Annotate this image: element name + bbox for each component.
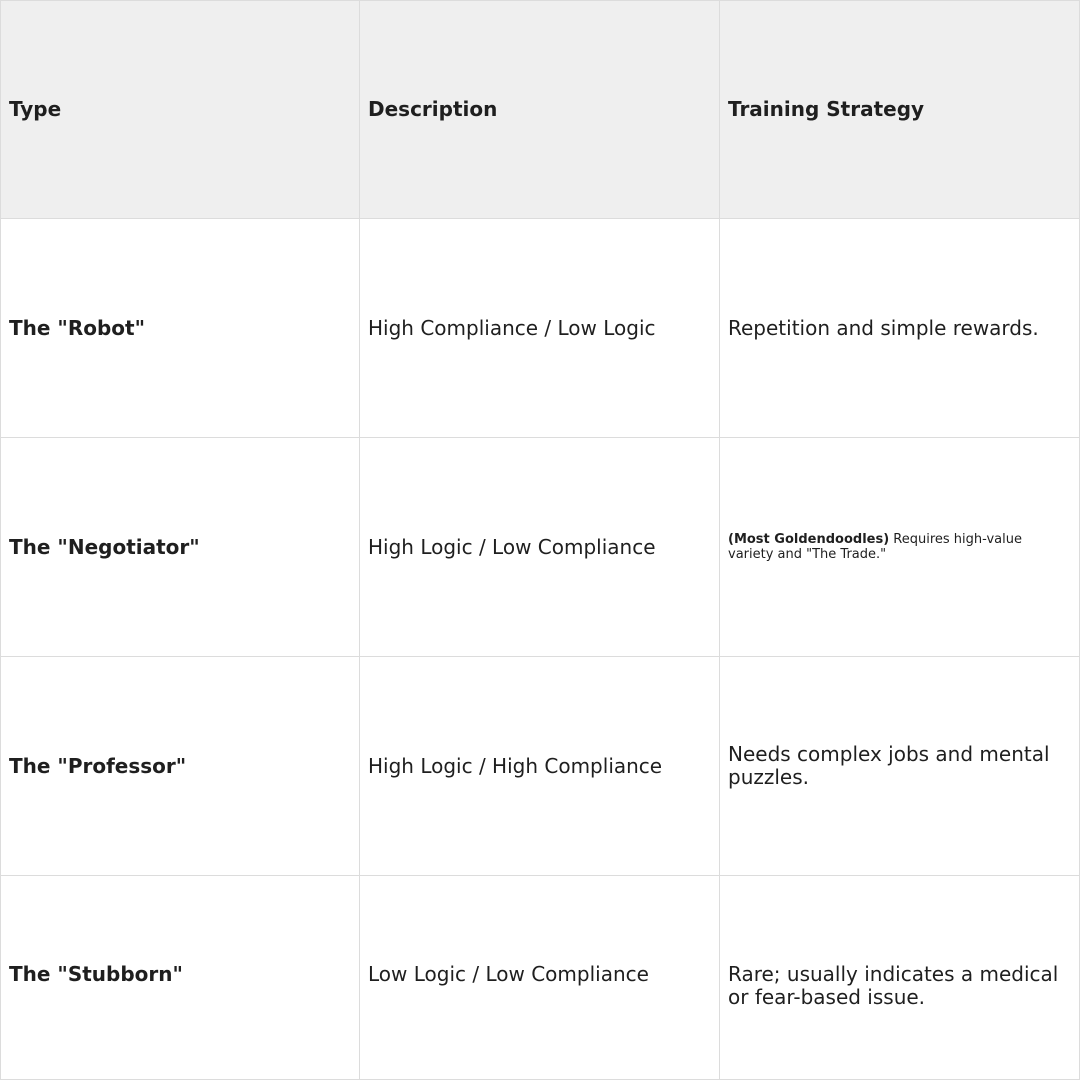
header-description: Description xyxy=(360,0,720,219)
header-training-strategy: Training Strategy xyxy=(720,0,1080,219)
description-cell: High Logic / High Compliance xyxy=(360,657,720,876)
strategy-text: Requires high-value variety and "The Trade." xyxy=(728,532,1023,562)
description-cell: Low Logic / Low Compliance xyxy=(360,876,720,1080)
strategy-text: Repetition and simple rewards. xyxy=(728,315,1039,340)
strategy-text: Rare; usually indicates a medical or fear-based issue. xyxy=(728,962,1059,1009)
type-cell: The "Negotiator" xyxy=(0,438,360,657)
strategy-text: Needs complex jobs and mental puzzles. xyxy=(728,742,1050,789)
type-cell: The "Professor" xyxy=(0,657,360,876)
description-cell: High Logic / Low Compliance xyxy=(360,438,720,657)
strategy-note: (Most Goldendoodles) xyxy=(728,532,890,547)
strategy-cell xyxy=(720,657,1080,876)
type-cell: The "Robot" xyxy=(0,219,360,438)
strategy-cell xyxy=(720,876,1080,1080)
strategy-cell xyxy=(720,219,1080,438)
type-cell: The "Stubborn" xyxy=(0,876,360,1080)
strategy-cell xyxy=(720,438,1080,657)
header-type: Type xyxy=(0,0,360,219)
description-cell: High Compliance / Low Logic xyxy=(360,219,720,438)
